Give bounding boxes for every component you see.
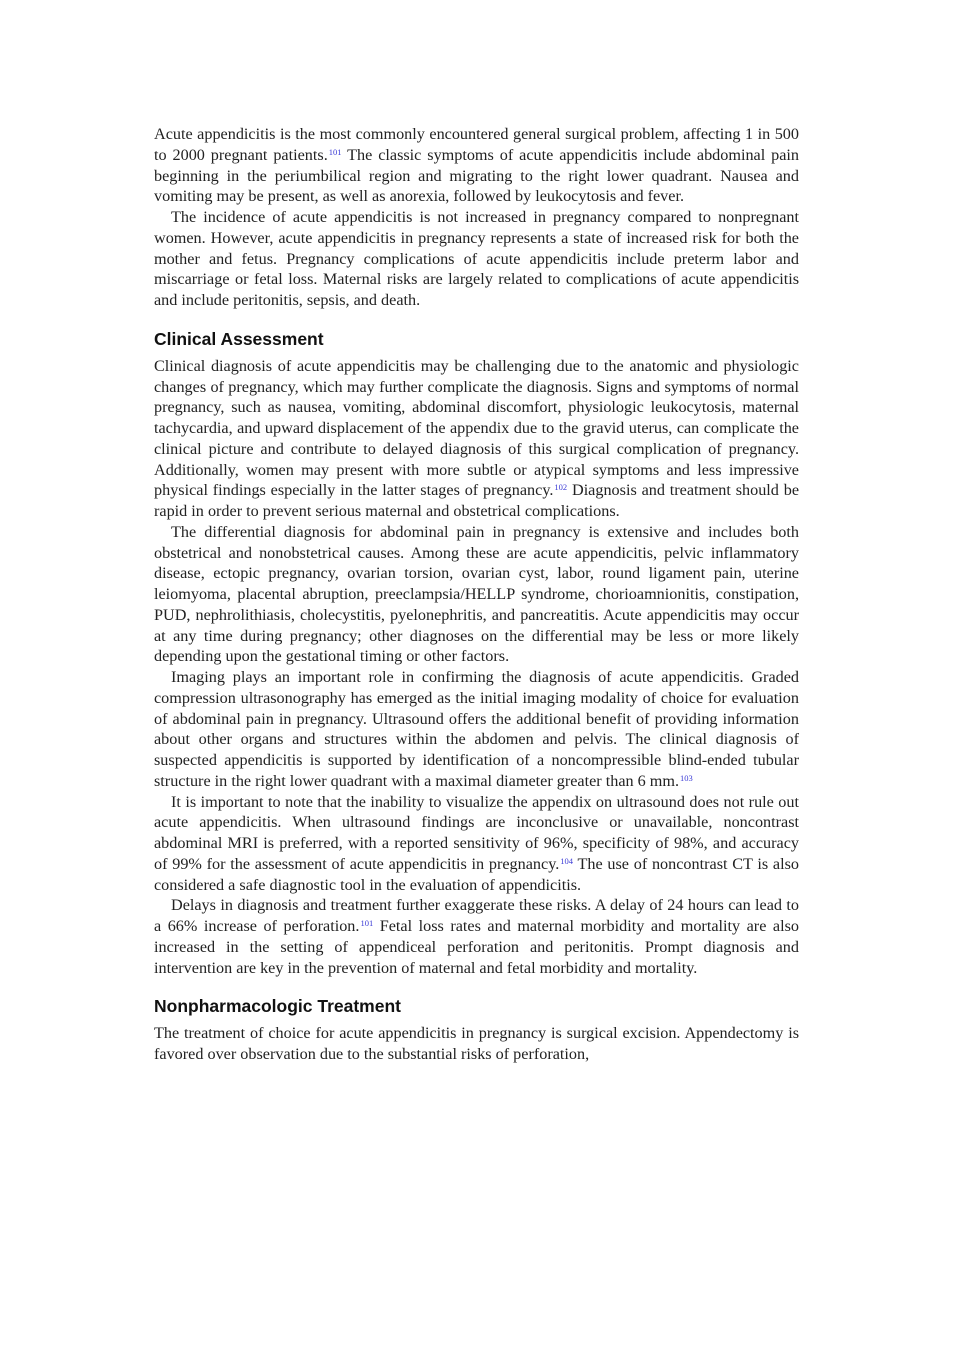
text-run: Imaging plays an important role in confirming the diagnosis of acute appendicitis. Graded compression ultrasonography has emerged as the initial imaging modality of choice for evaluation of abdominal pain in pregnancy. Ultrasound offers the additional benefit of providing information about other organs and structures within the abdomen and pelvis. The clinical diagnosis of suspected appendicitis is supported by identification of a noncompressible blind-ended tubular structure in the right lower quadrant with a maximal diameter greater than 6 mm. bbox=[154, 668, 799, 790]
section-heading-clinical-assessment: Clinical Assessment bbox=[154, 328, 324, 349]
citation-ref[interactable]: 101 bbox=[360, 918, 374, 928]
text-run: Clinical diagnosis of acute appendicitis may be challenging due to the anatomic and physiologic changes of pregnancy, which may further complicate the diagnosis. Signs and symptoms of normal pregnancy, such as nausea, vomiting, abdominal discomfort, physiologic leukocytosis, maternal tachycardia, and upward displacement of the appendix due to the gravid uterus, can complicate the clinical picture and contribute to delayed diagnosis of this surgical complication of pregnancy. Additionally, women may present with more subtle or atypical symptoms and less impressive physical findings especially in the latter stages of pregnancy. bbox=[154, 356, 799, 500]
text-run: Fetal loss rates and maternal morbidity and mortality are also increased in the setting of appendiceal perforation and peritonitis. Prompt diagnosis and intervention are key in the prevention of maternal and fetal morbidity and mortality. bbox=[154, 917, 799, 977]
treatment-paragraph-1: The treatment of choice for acute appendicitis in pregnancy is surgical excision. Appendectomy is favored over observation due to the substantial risks of perforation, bbox=[154, 1024, 799, 1063]
citation-ref[interactable]: 101 bbox=[328, 146, 342, 157]
text-run: Delays in diagnosis and treatment further exaggerate these risks. A delay of 24 hours can lead to a 66% increase of perforation. bbox=[154, 896, 799, 935]
text-run: Acute appendicitis is the most commonly encountered general surgical problem, affecting 1 in 500 to 2000 pregnant patients. bbox=[154, 125, 799, 164]
section-heading-nonpharmacologic-treatment: Nonpharmacologic Treatment bbox=[154, 996, 401, 1017]
intro-paragraph-2: The incidence of acute appendicitis is not increased in pregnancy compared to nonpregnant women. However, acute appendicitis in pregnancy represents a state of increased risk for both the mother and fetus. Pregnancy complications of acute appendicitis include preterm labor and miscarriage or fetal loss. Maternal risks are largely related to complications of acute appendicitis and include peritonitis, sepsis, and death. bbox=[154, 208, 799, 309]
clinical-paragraph-1 bbox=[154, 356, 799, 522]
text-run: The use of noncontrast CT is also considered a safe diagnostic tool in the evaluation of appendicitis. bbox=[154, 854, 799, 894]
clinical-paragraph-4 bbox=[154, 792, 799, 896]
document-page bbox=[154, 124, 799, 1065]
text-run: The classic symptoms of acute appendicitis include abdominal pain beginning in the periumbilical region and migrating to the right lower quadrant. Nausea and vomiting may be present, as well as anorexia, followed by leukocytosis and fever. bbox=[154, 145, 800, 206]
text-run: It is important to note that the inability to visualize the appendix on ultrasound does not rule out acute appendicitis. When ultrasound findings are inconclusive or unavailable, noncontrast abdominal MRI is preferred, with a reported sensitivity of 96%, specificity of 98%, and accuracy of 99% for the assessment of acute appendicitis in pregnancy. bbox=[154, 792, 799, 873]
intro-paragraph-1 bbox=[154, 124, 799, 207]
citation-ref[interactable]: 103 bbox=[680, 772, 693, 783]
text-run: Diagnosis and treatment should be rapid in order to prevent serious maternal and obstetrical complications. bbox=[154, 481, 800, 520]
citation-ref[interactable]: 104 bbox=[560, 855, 574, 866]
clinical-paragraph-2: The differential diagnosis for abdominal pain in pregnancy is extensive and includes both obstetrical and nonobstetrical causes. Among these are acute appendicitis, pelvic inflammatory disease, ectopic pregnancy, ovarian torsion, ovarian cyst, labor, round ligament pain, uterine leiomyoma, placental abruption, preeclampsia/HELLP syndrome, chorioamnionitis, constipation, PUD, nephrolithiasis, cholecystitis, pyelonephritis, and pancreatitis. Acute appendicitis may occur at any time during pregnancy; other diagnoses on the differential may be less or more likely depending upon the gestational timing or other factors. bbox=[154, 522, 799, 666]
clinical-paragraph-3 bbox=[154, 667, 799, 792]
citation-ref[interactable]: 102 bbox=[554, 482, 568, 493]
clinical-paragraph-5 bbox=[154, 895, 799, 978]
